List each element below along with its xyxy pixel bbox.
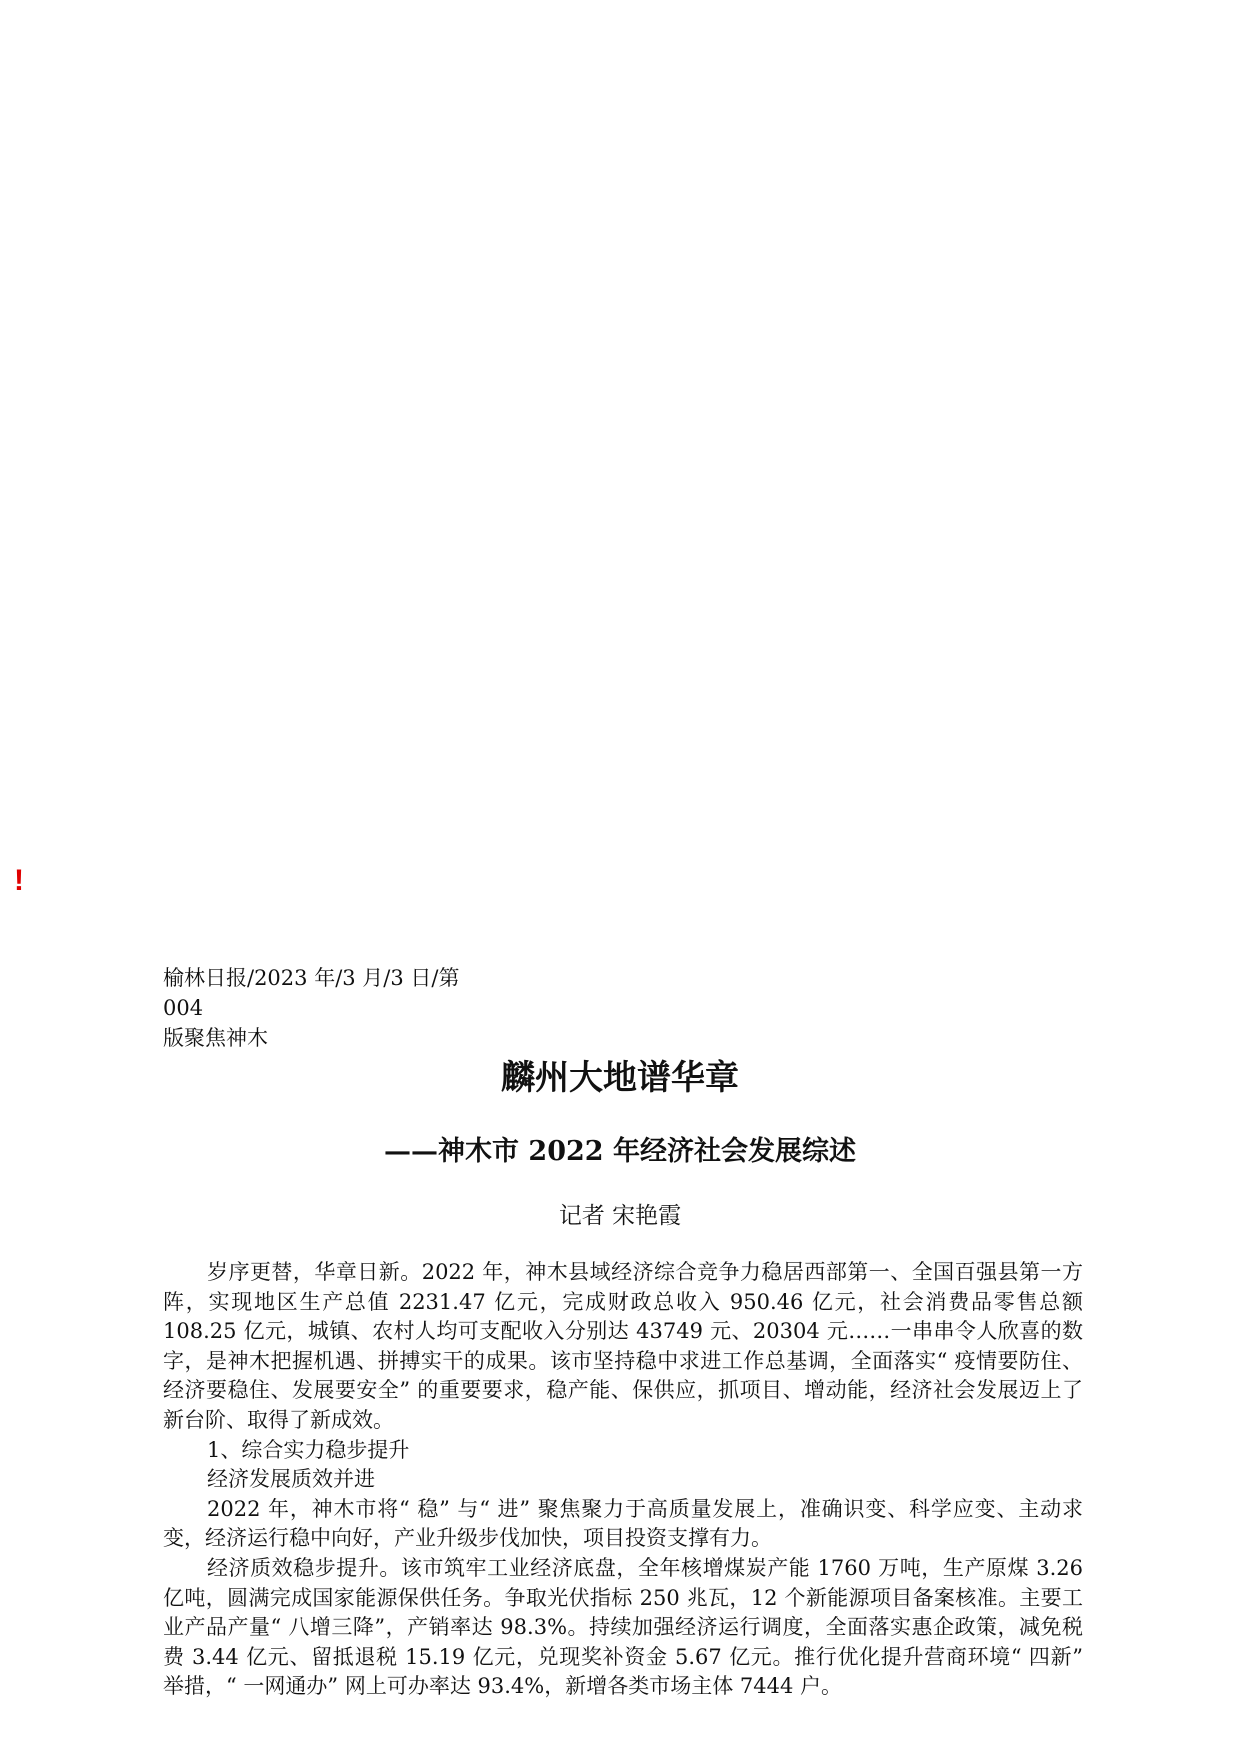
source-line-2: 版聚焦神木 [163,1026,268,1050]
red-exclamation-mark: ! [14,864,24,897]
section-heading: 1、综合实力稳步提升 [207,1437,410,1462]
source-line [163,963,503,1053]
source-line-1: 榆林日报/2023 年/3 月/3 日/第 004 [163,966,460,1020]
paragraph: 经济质效稳步提升。该市筑牢工业经济底盘，全年核增煤炭产能 1760 万吨，生产原煤 3.26 亿吨，圆满完成国家能源保供任务。争取光伏指标 250 兆瓦，12 个新能源项目备案核准。主要工业产品产量“ 八增三降”，产销率达 98.3%。持续加强经济运行调度，全面落实惠企政策，减免税费 3.44 亿元、留抵退税 15.19 亿元，兑现奖补资金 5.67 亿元。推行优化提升营商环境“ 四新” 举措，“ 一网通办” 网上可办率达 93.4%，新增各类市场主体 7444 户。 [163,1555,1083,1699]
article-title: 麟州大地谱华章 [501,1058,739,1098]
subsection-heading: 经济发展质效并进 [207,1467,375,1492]
paragraph-intro: 岁序更替，华章日新。2022 年，神木县域经济综合竞争力稳居西部第一、全国百强县第一方阵，实现地区生产总值 2231.47 亿元，完成财政总收入 950.46 亿元，社会消费品零售总额 108.25 亿元，城镇、农村人均可支配收入分别达 43749 元、20304 元……一串串令人欣喜的数字，是神木把握机遇、拼搏实干的成果。该市坚持稳中求进工作总基调，全面落实“ 疫情要防住、经济要稳住、发展要安全” 的重要要求，稳产能、保供应，抓项目、增动能，经济社会发展迈上了新台阶、取得了新成效。 [163,1260,1083,1432]
paragraph: 2022 年，神木市将“ 稳” 与“ 进” 聚焦聚力于高质量发展上，准确识变、科学应变、主动求变，经济运行稳中向好，产业升级步伐加快，项目投资支撑有力。 [163,1496,1083,1551]
article-byline: 记者 宋艳霞 [558,1203,682,1229]
article-subtitle: ——神木市 2022 年经济社会发展综述 [384,1136,856,1167]
article-body [163,1258,1083,1702]
